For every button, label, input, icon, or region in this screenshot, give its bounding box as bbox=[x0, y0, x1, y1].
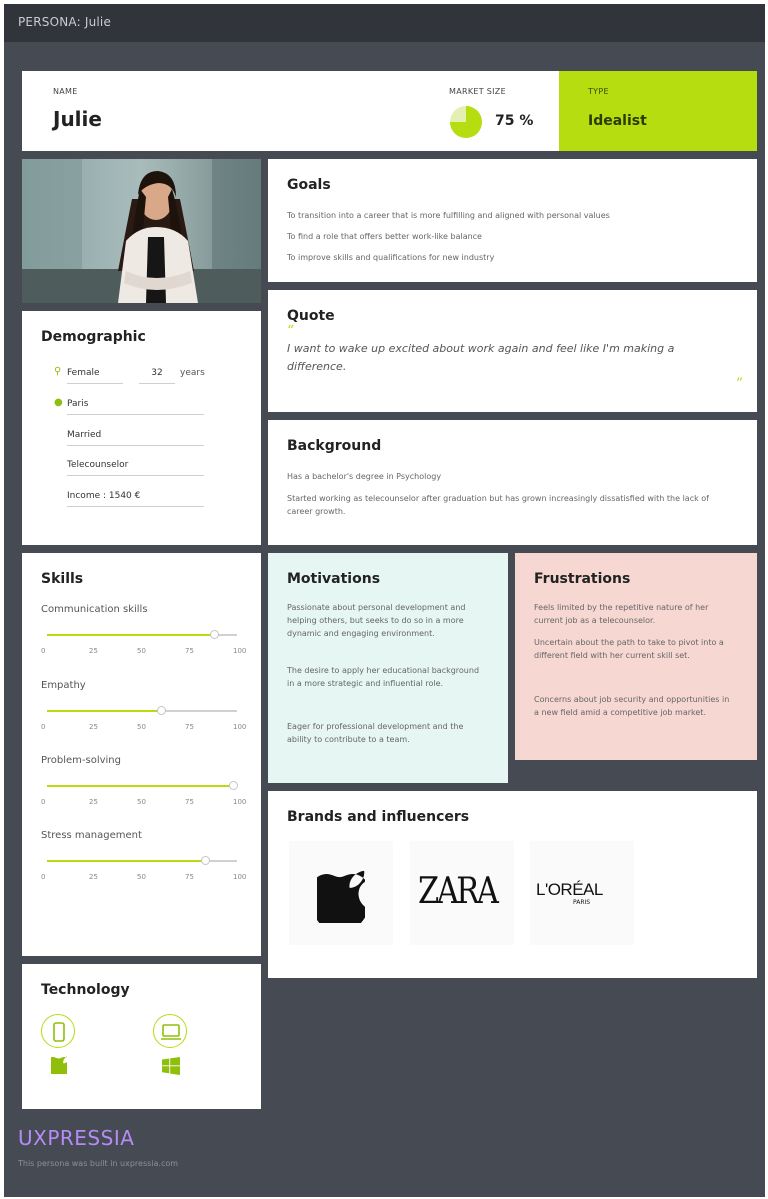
motivation-item: Passionate about personal development and helping others, but seeks to do so in a more dynamic and engaging environment. bbox=[287, 603, 466, 638]
frustrations-card bbox=[515, 553, 757, 760]
skill-tick-label: 25 bbox=[89, 873, 98, 881]
market-size-value: 75 % bbox=[495, 113, 534, 129]
background-item: Has a bachelor's degree in Psychology bbox=[287, 472, 442, 481]
frustration-item: Feels limited by the repetitive nature of her current job as a telecounselor. bbox=[534, 603, 709, 625]
goal-item: To improve skills and qualifications for new industry bbox=[287, 253, 495, 262]
goal-item: To transition into a career that is more fulfilling and aligned with personal values bbox=[287, 211, 610, 220]
footer-note: This persona was built in uxpressia.com bbox=[18, 1159, 179, 1168]
occupation-field[interactable]: Telecounselor bbox=[67, 458, 204, 476]
skill-slider-thumb[interactable] bbox=[157, 706, 166, 715]
skill-tick-label: 100 bbox=[233, 873, 247, 881]
skill-slider-thumb[interactable] bbox=[229, 781, 238, 790]
skill-slider-fill bbox=[47, 634, 214, 636]
skill-tick-label: 100 bbox=[233, 723, 247, 731]
demographic-card bbox=[22, 311, 261, 545]
skill-name: Communication skills bbox=[41, 604, 148, 615]
frustrations-title: Frustrations bbox=[534, 571, 631, 587]
market-size-label: MARKET SIZE bbox=[449, 87, 506, 96]
loreal-sub: PARIS bbox=[573, 899, 591, 906]
skills-card bbox=[22, 553, 261, 956]
type-box[interactable] bbox=[559, 71, 757, 151]
motivation-item: Eager for professional development and the ability to contribute to a team. bbox=[287, 722, 464, 744]
skill-tick-label: 25 bbox=[89, 798, 98, 806]
name-label: NAME bbox=[53, 87, 78, 96]
skill-tick-label: 25 bbox=[89, 723, 98, 731]
skill-tick-label: 100 bbox=[233, 647, 247, 655]
quote-text: I want to wake up excited about work again and feel like I'm making a difference. bbox=[287, 342, 675, 373]
goal-item: To find a role that offers better work-like balance bbox=[287, 232, 482, 241]
skill-name: Problem-solving bbox=[41, 755, 121, 766]
brands-title: Brands and influencers bbox=[287, 809, 470, 825]
apple-icon bbox=[51, 1054, 67, 1074]
motivation-item: The desire to apply her educational background in a more strategic and influential role. bbox=[287, 666, 480, 688]
income-field[interactable]: Income : 1540 € bbox=[67, 489, 204, 507]
skill-tick-label: 0 bbox=[41, 647, 46, 655]
window-title: PERSONA: Julie bbox=[18, 15, 112, 29]
marital-status-field[interactable]: Married bbox=[67, 428, 204, 446]
uxpressia-logo[interactable]: UXPRESSIA bbox=[18, 1126, 135, 1150]
zara-logo: ZARA bbox=[418, 871, 497, 912]
skill-tick-label: 50 bbox=[137, 798, 146, 806]
technology-title: Technology bbox=[41, 982, 130, 998]
persona-photo-image bbox=[22, 159, 261, 303]
technology-card bbox=[22, 964, 261, 1109]
smartphone-icon[interactable] bbox=[41, 1014, 75, 1048]
skill-slider-thumb[interactable] bbox=[201, 856, 210, 865]
age-field[interactable]: 32 bbox=[139, 366, 175, 384]
skill-tick-label: 0 bbox=[41, 873, 46, 881]
goals-title: Goals bbox=[287, 177, 331, 193]
persona-name[interactable]: Julie bbox=[53, 107, 102, 131]
skill-slider-fill bbox=[47, 710, 161, 712]
age-unit: years bbox=[180, 368, 205, 378]
apple-logo-tile[interactable] bbox=[289, 841, 393, 945]
skill-tick-label: 100 bbox=[233, 798, 247, 806]
loreal-logo-tile[interactable] bbox=[530, 841, 634, 945]
skill-slider[interactable] bbox=[47, 785, 237, 787]
background-item: Started working as telecounselor after graduation but has grown increasingly dissatisfied with the lack of career growth. bbox=[287, 494, 709, 516]
open-quote-icon: “ bbox=[287, 323, 295, 339]
location-pin-icon: ● bbox=[54, 397, 63, 408]
skill-slider[interactable] bbox=[47, 710, 237, 712]
skill-slider-thumb[interactable] bbox=[210, 630, 219, 639]
frustration-item: Uncertain about the path to take to pivot into a different field with her current skill set. bbox=[534, 638, 724, 660]
city-field[interactable]: Paris bbox=[67, 397, 204, 415]
background-card bbox=[268, 420, 757, 545]
goals-card bbox=[268, 159, 757, 282]
skills-title: Skills bbox=[41, 571, 84, 587]
skill-name: Stress management bbox=[41, 830, 142, 841]
close-quote-icon: ” bbox=[735, 376, 743, 392]
gender-field[interactable]: Female bbox=[67, 366, 123, 384]
gender-icon: ⚲ bbox=[54, 366, 62, 377]
skill-tick-label: 75 bbox=[185, 723, 194, 731]
apple-logo-icon bbox=[317, 865, 365, 923]
skill-slider-fill bbox=[47, 785, 233, 787]
frustration-item: Concerns about job security and opportunities in a new field amid a competitive job market. bbox=[534, 695, 730, 717]
persona-header bbox=[22, 71, 757, 151]
background-title: Background bbox=[287, 438, 382, 454]
zara-logo-tile[interactable] bbox=[410, 841, 514, 945]
quote-card bbox=[268, 290, 757, 412]
skill-tick-label: 75 bbox=[185, 873, 194, 881]
market-size-pie bbox=[449, 105, 483, 139]
laptop-icon[interactable] bbox=[153, 1014, 187, 1048]
top-bar bbox=[4, 4, 765, 42]
windows-icon bbox=[162, 1057, 180, 1075]
persona-canvas bbox=[4, 4, 765, 1197]
skill-tick-label: 25 bbox=[89, 647, 98, 655]
demographic-title: Demographic bbox=[41, 329, 146, 345]
brands-card bbox=[268, 791, 757, 978]
skill-tick-label: 50 bbox=[137, 723, 146, 731]
skill-tick-label: 75 bbox=[185, 647, 194, 655]
skill-tick-label: 0 bbox=[41, 798, 46, 806]
skill-slider[interactable] bbox=[47, 634, 237, 636]
skill-name: Empathy bbox=[41, 680, 86, 691]
type-value: Idealist bbox=[588, 113, 647, 129]
skill-tick-label: 50 bbox=[137, 647, 146, 655]
skill-slider[interactable] bbox=[47, 860, 237, 862]
quote-title: Quote bbox=[287, 308, 335, 324]
motivations-card bbox=[268, 553, 508, 783]
skill-tick-label: 0 bbox=[41, 723, 46, 731]
loreal-logo: L'ORÉAL bbox=[536, 880, 603, 899]
skill-slider-fill bbox=[47, 860, 205, 862]
motivations-title: Motivations bbox=[287, 571, 381, 587]
skill-tick-label: 50 bbox=[137, 873, 146, 881]
skill-tick-label: 75 bbox=[185, 798, 194, 806]
type-label: TYPE bbox=[588, 87, 609, 96]
persona-photo bbox=[22, 159, 261, 303]
